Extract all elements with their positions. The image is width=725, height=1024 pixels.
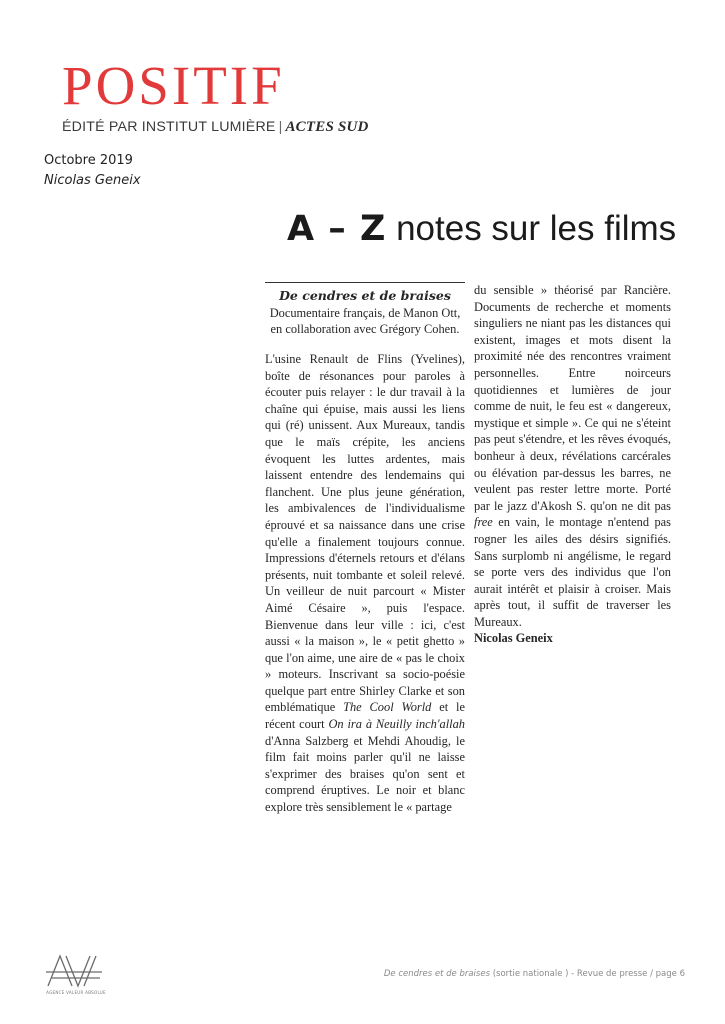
logo-subtitle: [62, 119, 369, 136]
article-column-left: [265, 282, 465, 816]
body-text-segment: en vain, le montage n'entend pas rogner les ailes des désirs signifiés. Sans surplomb ni angélisme, le regard se porte vers des individus que l'on aurait intérêt et plaisir à croiser. Mais après tout, il suffit de traverser les Mureaux.: [474, 515, 671, 629]
body-text-segment: et le récent court: [265, 700, 465, 732]
article-body-left: [265, 351, 465, 816]
film-reference-cool-world: The Cool World: [343, 700, 432, 715]
logo-title: POSITIF: [62, 55, 285, 116]
credits-line-2: en collaboration avec Grégory Cohen.: [270, 322, 460, 336]
footer-page-info: (sortie nationale ) - Revue de presse / page 6: [490, 969, 685, 979]
positif-logo: [62, 55, 369, 136]
footer-film-title: De cendres et de braises: [383, 969, 490, 979]
credits-line-1: Documentaire français, de Manon Ott,: [269, 306, 461, 320]
article-film-credits: [265, 305, 465, 337]
article-column-right: [474, 282, 671, 647]
publication-author: Nicolas Geneix: [44, 173, 141, 188]
article-top-rule: [265, 282, 465, 283]
logo-publisher: ÉDITÉ PAR INSTITUT LUMIÈRE: [62, 119, 276, 135]
film-reference-neuilly: On ira à Neuilly inch'allah: [328, 717, 465, 732]
section-heading-text: notes sur les films: [396, 209, 677, 248]
footer-caption: [384, 969, 685, 979]
section-heading: [287, 207, 687, 251]
agency-logo-caption: AGENCE VALEUR ABSOLUE: [46, 990, 106, 995]
body-text-segment: du sensible » théorisé par Rancière. Documents de recherche et moments singuliers ne niant pas les distances qui existent, images et mots disent la proximité née des rencontres vraiment personnelles. Entre noirceurs quotidiennes et lumières de jour comme de nuit, le feu est « dangereux, mystique et simple ». Ce qui ne s'éteint pas peut s'étendre, et les rêves évoqués, bonheur à deux, révélations carcérales ou élévation par-dessus les barres, ne veulent pas rester lettre morte. Porté par le jazz d'Akosh S. qu'on ne dit pas: [474, 283, 671, 513]
section-heading-az: A – Z: [287, 209, 387, 249]
article-body-right: [474, 282, 671, 630]
publication-meta: [44, 151, 141, 191]
publication-date: Octobre 2019: [44, 153, 133, 168]
body-text-segment: L'usine Renault de Flins (Yvelines), boîte de résonances pour paroles à écouter puis relayer : le dur travail à la chaîne qui épuise, mais aussi les liens qui (ré) unissent. Aux Mureaux, tandis que le maïs crépite, les anciens évoquent les luttes ardentes, mais laissent entendre des lendemains qui flanchent. Une plus jeune génération, les ambivalences de l'individualisme éprouvé et sa naissance dans une crise qu'elle a finalement toujours connue. Impressions d'éternels retours et d'élans présents, nuit tombante et soleil relevé. Un veilleur de nuit parcourt « Mister Aimé Césaire », puis l'espace. Bienvenue dans leur ville : ici, c'est aussi « la maison », le « petit ghetto » que l'on aime, une aire de « pas le choix » moteurs. Inscrivant sa socio-poésie quelque part entre Shirley Clarke et son emblématique: [265, 352, 465, 715]
italic-word-free: free: [474, 515, 493, 530]
body-text-segment: d'Anna Salzberg et Mehdi Ahoudig, le film fait moins parler qu'il ne laisse s'exprimer des braises qu'on sent et comprend éruptives. Le noir et blanc explore très sensiblement le « partage: [265, 733, 465, 815]
article-film-title: De cendres et de braises: [279, 288, 451, 303]
article-signature: Nicolas Geneix: [474, 631, 553, 646]
logo-actes-sud: ACTES SUD: [285, 119, 369, 135]
logo-separator: |: [278, 119, 283, 135]
